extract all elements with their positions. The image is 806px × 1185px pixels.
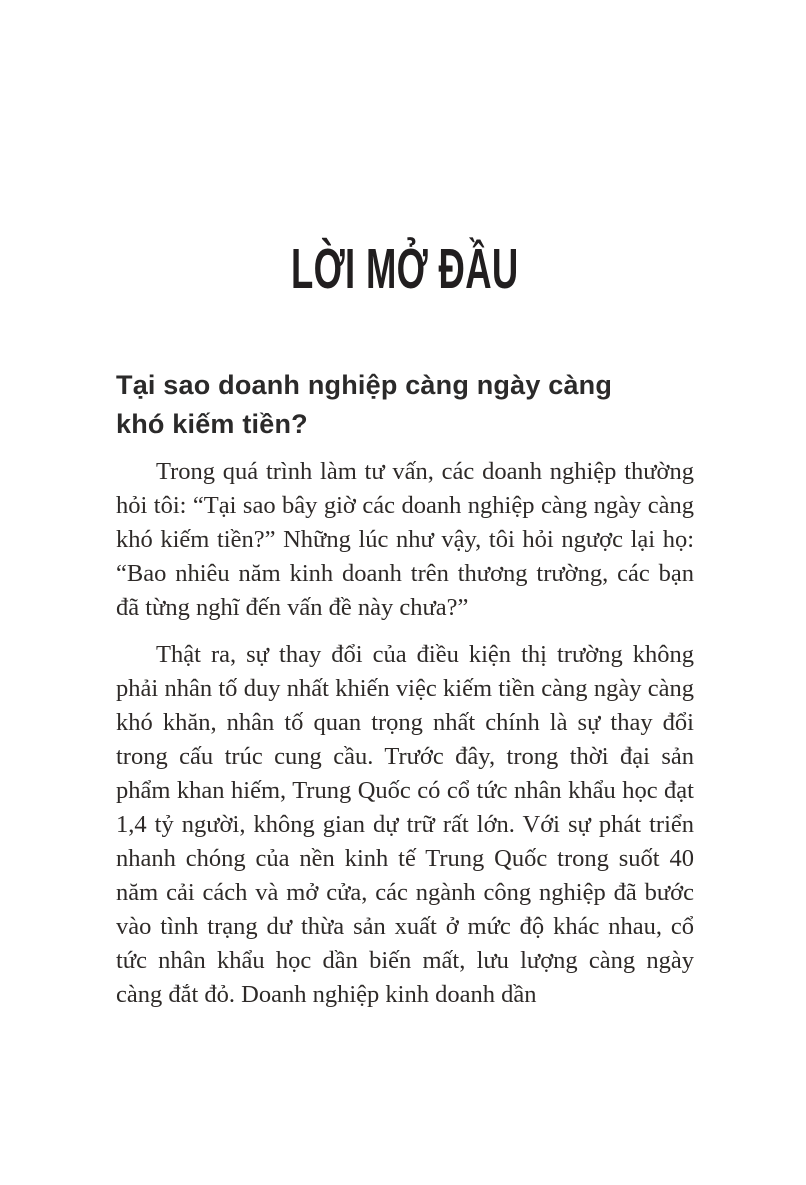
paragraph-1: Trong quá trình làm tư vấn, các doanh nghiệp thường hỏi tôi: “Tại sao bây giờ các doanh nghiệp càng ngày càng khó kiếm tiền?” Những lúc như vậy, tôi hỏi ngược lại họ: “Bao nhiêu năm kinh doanh trên thương trường, các bạn đã từng nghĩ đến vấn đề này chưa?” <box>116 458 694 621</box>
body-text <box>116 455 694 1025</box>
paragraph-2: Thật ra, sự thay đổi của điều kiện thị trường không phải nhân tố duy nhất khiến việc kiếm tiền càng ngày càng khó khăn, nhân tố quan trọng nhất chính là sự thay đổi trong cấu trúc cung cầu. Trước đây, trong thời đại sản phẩm khan hiếm, Trung Quốc có cổ tức nhân khẩu học đạt 1,4 tỷ người, không gian dự trữ rất lớn. Với sự phát triển nhanh chóng của nền kinh tế Trung Quốc trong suốt 40 năm cải cách và mở cửa, các ngành công nghiệp đã bước vào tình trạng dư thừa sản xuất ở mức độ khác nhau, cổ tức nhân khẩu học dần biến mất, lưu lượng càng ngày càng đắt đỏ. Doanh nghiệp kinh doanh dần <box>116 641 694 1008</box>
section-heading: Tại sao doanh nghiệp càng ngày càng khó kiếm tiền? <box>116 370 613 439</box>
chapter-title-text: LỜI MỞ ĐẦU <box>291 237 519 301</box>
chapter-title <box>116 238 694 300</box>
